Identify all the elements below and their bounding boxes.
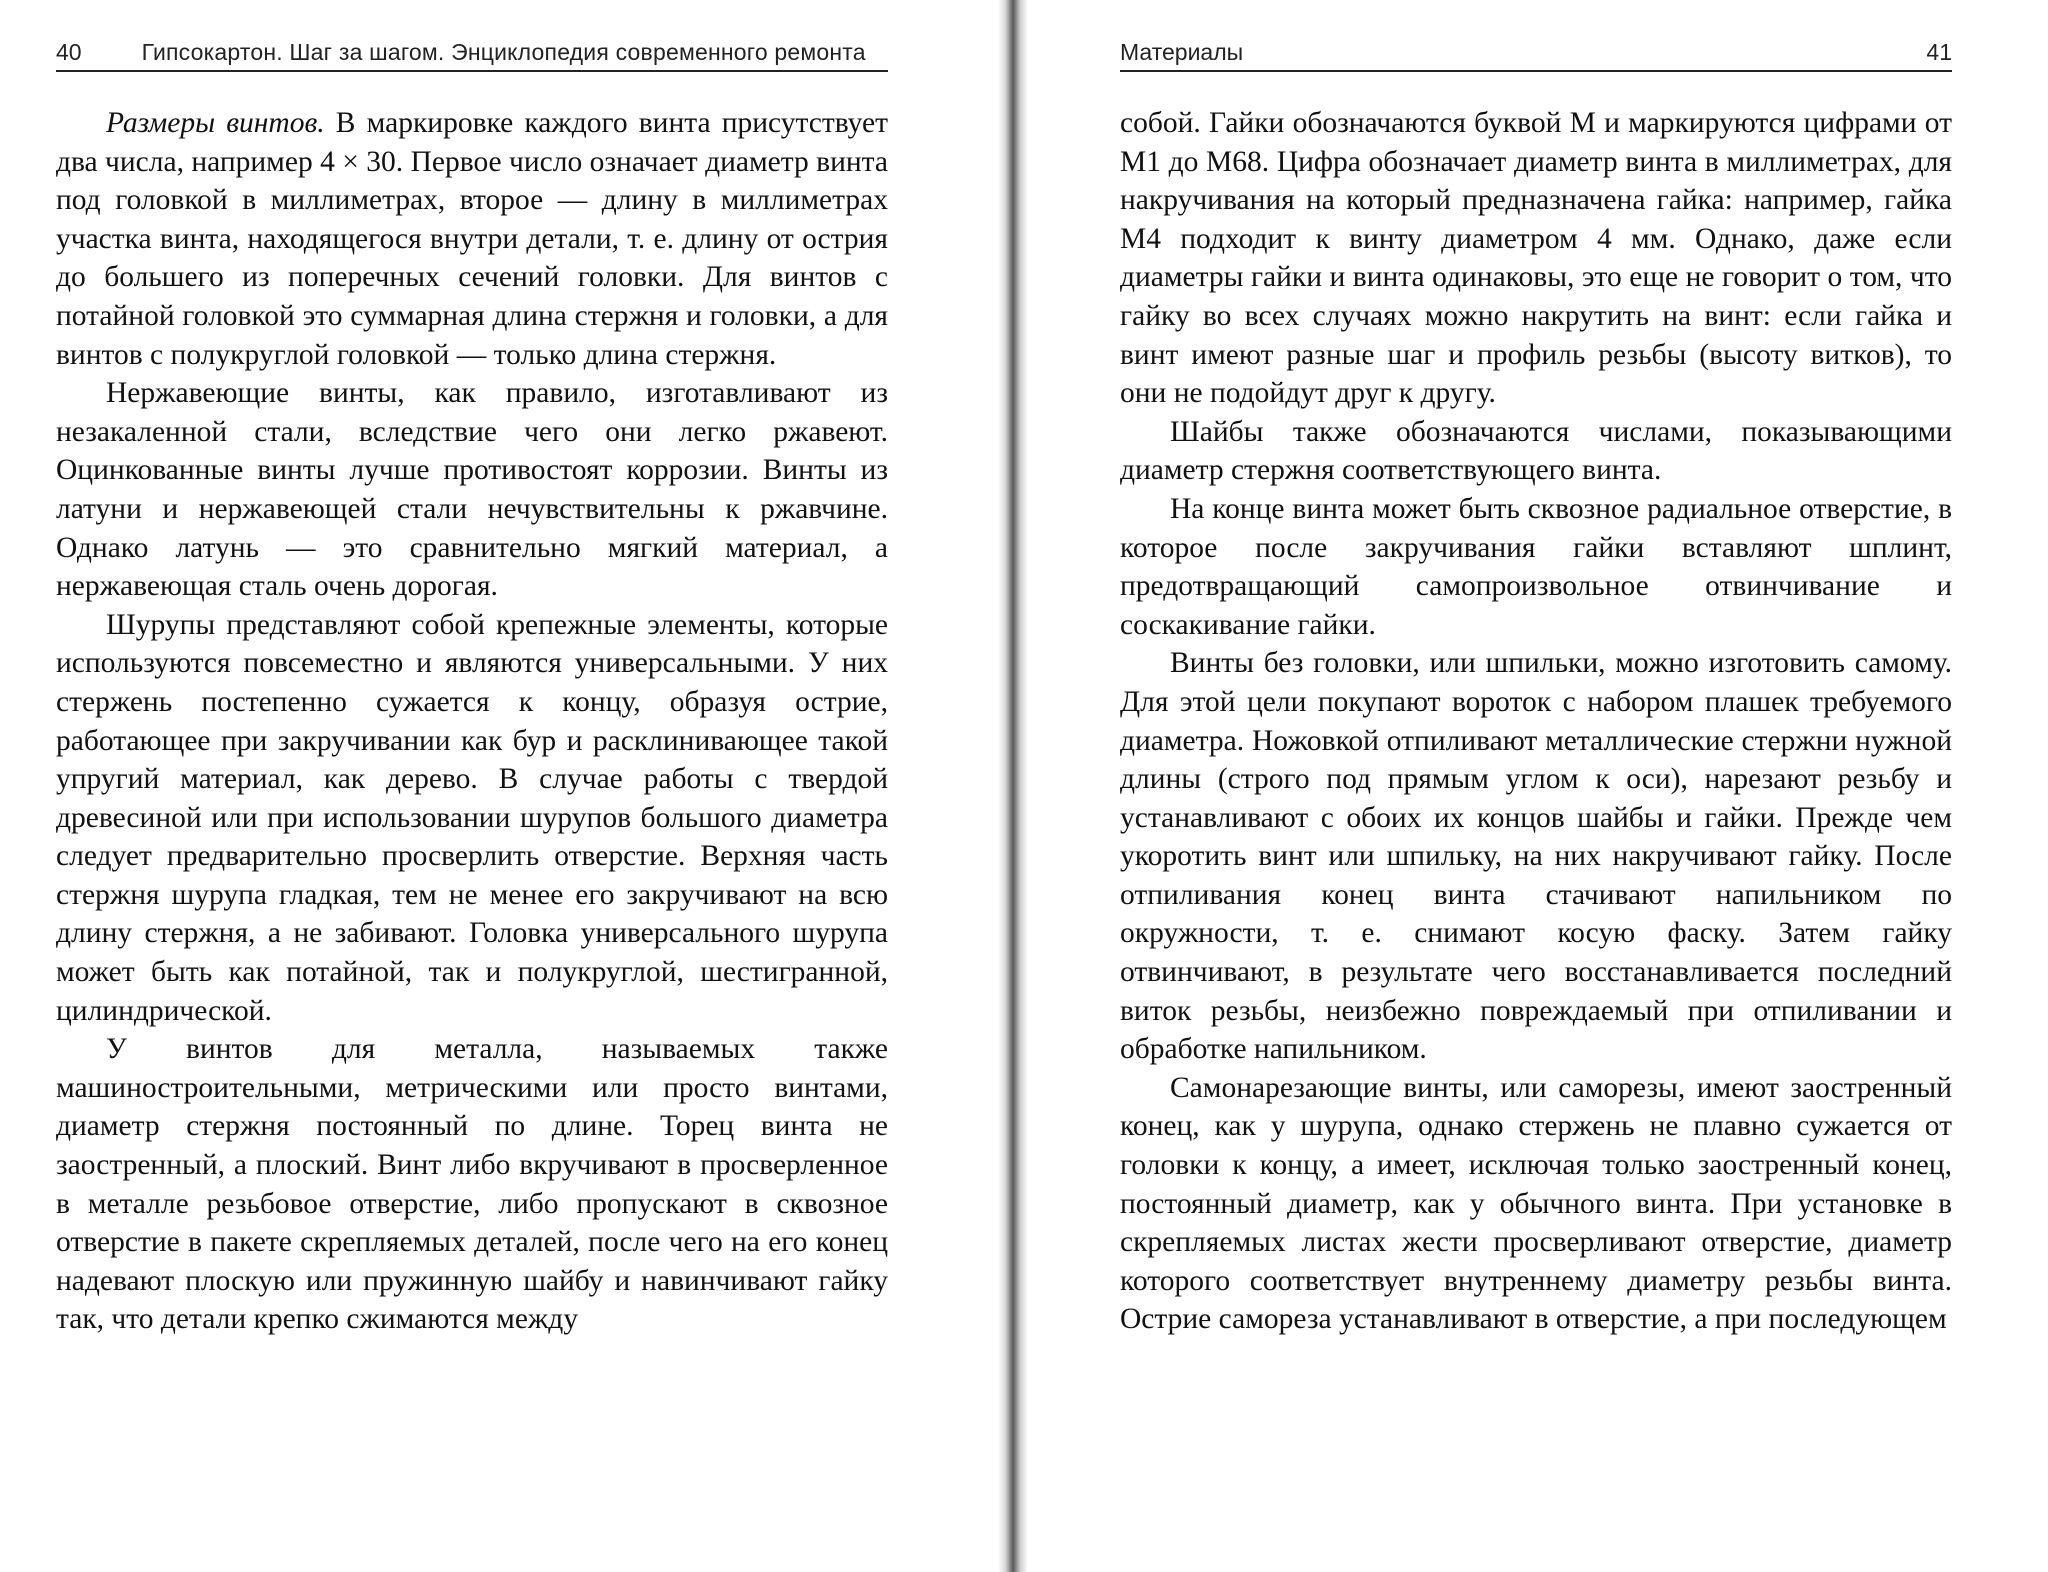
paragraph — [56, 104, 888, 374]
paragraph-lead: Размеры винтов. — [106, 107, 325, 139]
paragraph: Шайбы также обозначаются числами, показывающими диаметр стержня соответствующего винта. — [1120, 415, 1952, 487]
paragraph: Самонарезающие винты, или саморезы, имеют заостренный конец, как у шурупа, однако стержень не плавно сужается от головки к концу, а имеет, исключая только заостренный конец, постоянный диаметр, как у обычного винта. При установке в скрепляемых листах жести просверливают отверстие, диаметр которого соответствует внутреннему диаметру резьбы винта. Острие самореза устанавливают в отверстие, а при последующем — [1120, 1071, 1952, 1336]
right-page — [1048, 0, 2048, 1572]
left-running-title: Гипсокартон. Шаг за шагом. Энциклопедия современного ремонта — [141, 39, 866, 65]
left-page-number: 40 — [56, 39, 82, 65]
right-page-body — [1120, 104, 1952, 1339]
paragraph: Нержавеющие винты, как правило, изготавливают из незакаленной стали, вследствие чего они легко ржавеют. Оцинкованные винты лучше противостоят коррозии. Винты из латуни и нержавеющей стали нечувствительны к ржавчине. Однако латунь — это сравнительно мягкий материал, а нержавеющая сталь очень дорогая. — [56, 377, 888, 603]
right-page-header — [1120, 34, 1952, 72]
paragraph: У винтов для металла, называемых также машиностроительными, метрическими или просто винтами, диаметр стержня постоянный по длине. Торец винта не заостренный, а плоский. Винт либо вкручивают в просверленное в металле резьбовое отверстие, либо пропускают в сквозное отверстие в пакете скрепляемых деталей, после чего на его конец надевают плоскую или пружинную шайбу и навинчивают гайку так, что детали крепко сжимаются между — [56, 1033, 888, 1336]
left-page-body — [56, 104, 888, 1339]
paragraph: Шурупы представляют собой крепежные элементы, которые используются повсеместно и являются универсальными. У них стержень постепенно сужается к концу, образуя острие, работающее при закручивании как бур и расклинивающее такой упругий материал, как дерево. В случае работы с твердой древесиной или при использовании шурупов большого диаметра следует предварительно просверлить отверстие. Верхняя часть стержня шурупа гладкая, тем не менее его закручивают на всю длину стержня, а не забивают. Головка универсального шурупа может быть как потайной, так и полукруглой, шестигранной, цилиндрической. — [56, 608, 888, 1027]
paragraph: Винты без головки, или шпильки, можно изготовить самому. Для этой цели покупают вороток с набором плашек требуемого диаметра. Ножовкой отпиливают металлические стержни нужной длины (строго под прямым углом к оси), нарезают резьбу и устанавливают с обоих их концов шайбы и гайки. Прежде чем укоротить винт или шпильку, на них накручивают гайку. После отпиливания конец винта стачивают напильником по окружности, т. е. снимают косую фаску. Затем гайку отвинчивают, в результате чего восстанавливается последний виток резьбы, неизбежно повреждаемый при отпиливании и обработке напильником. — [1120, 647, 1952, 1066]
left-page-header — [56, 34, 888, 72]
paragraph-text: В маркировке каждого винта присутствует два числа, например 4 × 30. Первое число означает диаметр винта под головкой в миллиметрах, второе — длину в миллиметрах участка винта, находящегося внутри детали, т. е. длину от острия до большего из поперечных сечений головки. Для винтов с потайной головкой это суммарная длина стержня и головки, а для винтов с полукруглой головкой — только длина стержня. — [56, 107, 889, 371]
paragraph: На конце винта может быть сквозное радиальное отверстие, в которое после закручивания гайки вставляют шплинт, предотвращающий самопроизвольное отвинчивание и соскакивание гайки. — [1120, 492, 1952, 641]
book-spine — [998, 0, 1028, 1572]
paragraph-continuation: собой. Гайки обозначаются буквой М и маркируются цифрами от М1 до М68. Цифра обозначает диаметр винта в миллиметрах, для накручивания на который предназначена гайка: например, гайка М4 подходит к винту диаметром 4 мм. Однако, даже если диаметры гайки и винта одинаковы, это еще не говорит о том, что гайку во всех случаях можно накрутить на винт: если гайка и винт имеют разные шаг и профиль резьбы (высоту витков), то они не подойдут друг к другу. — [1120, 107, 1952, 410]
right-page-number: 41 — [1926, 39, 1952, 65]
right-running-title: Материалы — [1120, 39, 1244, 65]
left-page — [0, 0, 1000, 1572]
